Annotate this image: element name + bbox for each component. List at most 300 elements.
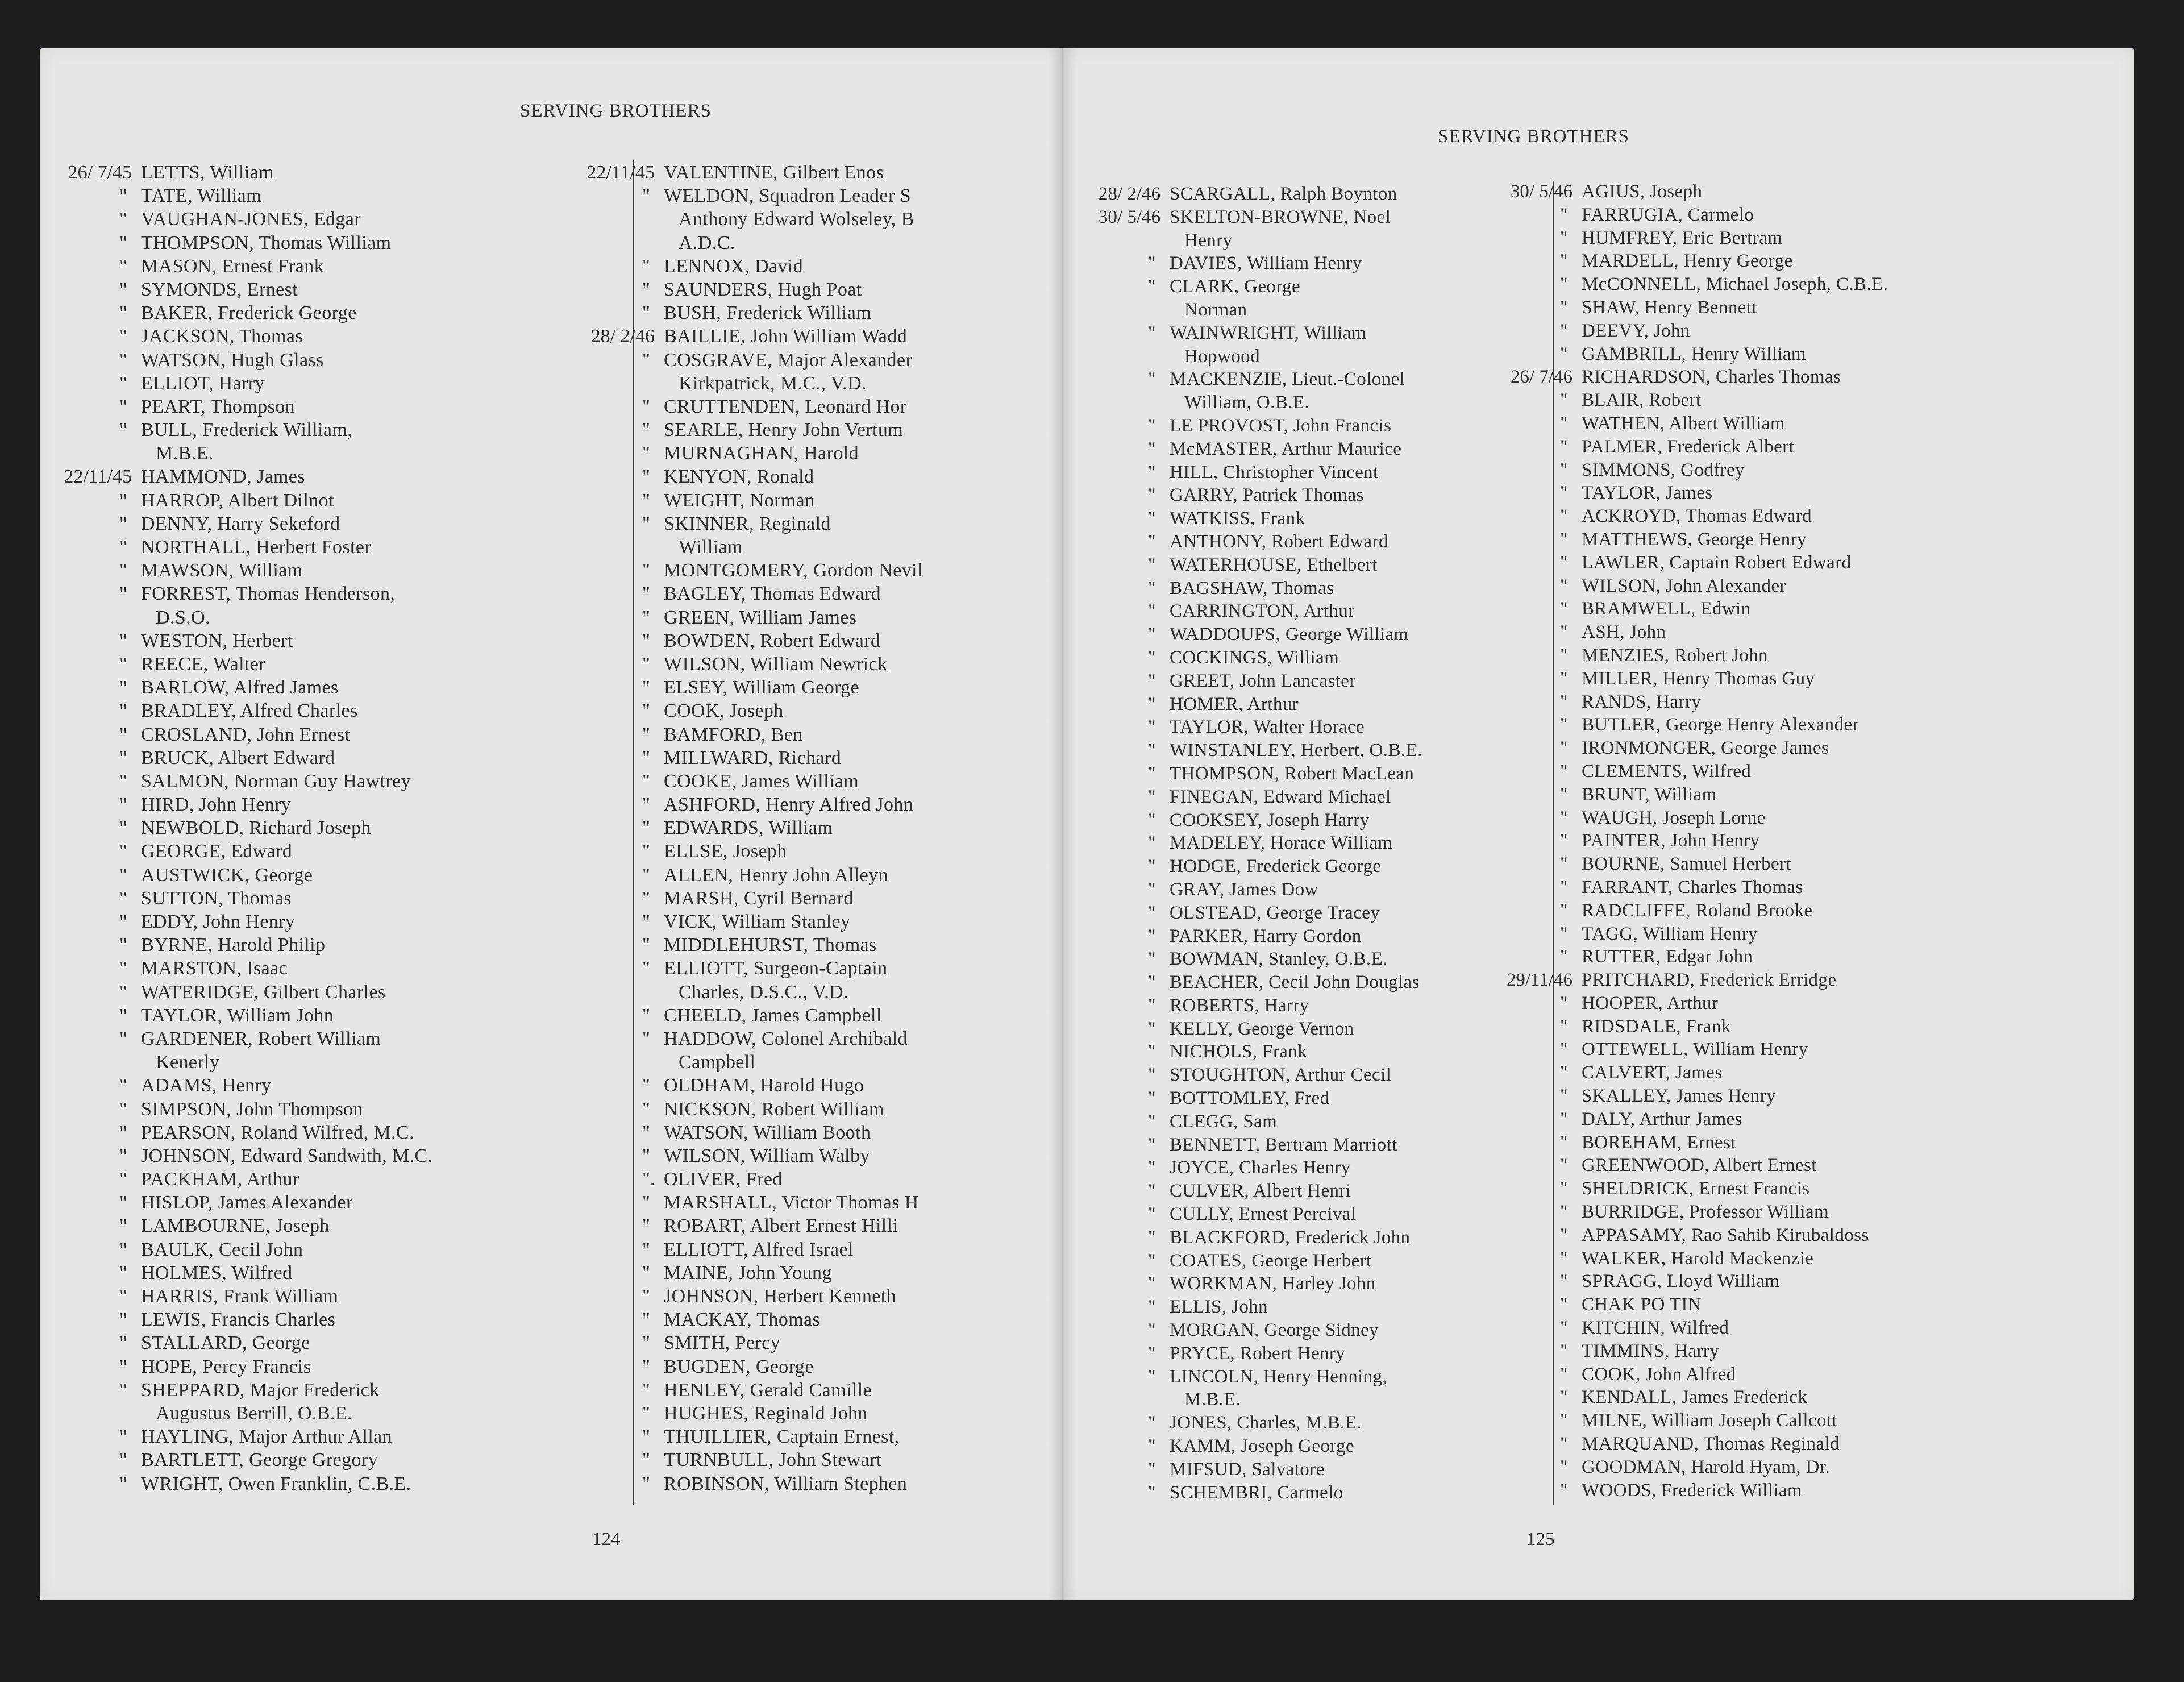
list-item xyxy=(1480,783,2134,807)
list-item xyxy=(40,161,619,184)
entry-name: LINCOLN, Henry Henning, xyxy=(1170,1366,1388,1387)
entry-date: " xyxy=(1148,833,1156,854)
list-item xyxy=(563,255,1063,278)
entry-name: DENNY, Harry Sekeford xyxy=(141,513,340,534)
entry-name: CARRINGTON, Arthur xyxy=(1170,601,1355,622)
entry-date: " xyxy=(1560,622,1568,643)
entry-name: HOLMES, Wilfred xyxy=(141,1262,293,1284)
entry-date: " xyxy=(642,1473,650,1494)
list-item xyxy=(40,606,619,629)
entry-date: " xyxy=(642,841,650,862)
entry-date: " xyxy=(1560,691,1568,712)
entry-date: " xyxy=(1148,647,1156,668)
list-item xyxy=(563,1285,1063,1308)
entry-date: " xyxy=(642,1332,650,1354)
list-item xyxy=(1480,829,2134,853)
entry-name: MARSH, Cyril Bernard xyxy=(664,887,854,909)
entry-date: " xyxy=(1560,1456,1568,1477)
entry-date: " xyxy=(1148,1181,1156,1202)
list-item xyxy=(40,863,619,887)
entry-name: KENDALL, James Frederick xyxy=(1582,1387,1808,1408)
list-item xyxy=(563,606,1063,629)
entry-name: WAINWRIGHT, William xyxy=(1170,322,1366,343)
entry-name: LENNOX, David xyxy=(664,255,804,277)
entry-date: " xyxy=(119,1473,127,1494)
entry-date: " xyxy=(119,958,127,979)
list-item xyxy=(1480,1386,2134,1409)
list-item xyxy=(1480,389,2134,412)
list-item xyxy=(563,1050,1063,1074)
entry-date: " xyxy=(119,1239,127,1260)
list-item xyxy=(563,325,1063,348)
entry-date: " xyxy=(1560,343,1568,364)
entry-date: " xyxy=(119,1262,127,1284)
list-item xyxy=(40,1378,619,1402)
page-heading-right: SERVING BROTHERS xyxy=(1438,126,1629,147)
list-item xyxy=(1480,1201,2134,1224)
entry-name: HISLOP, James Alexander xyxy=(141,1192,353,1214)
entry-name: WALKER, Harold Mackenzie xyxy=(1582,1248,1814,1269)
entry-date: " xyxy=(1148,1088,1156,1109)
entry-date: " xyxy=(642,560,650,582)
entry-date: 22/11/45 xyxy=(586,162,655,183)
entry-date: " xyxy=(642,1426,650,1448)
list-item xyxy=(40,1168,619,1191)
list-item xyxy=(40,629,619,653)
entry-date: " xyxy=(119,279,127,300)
entry-name: BAKER, Frederick George xyxy=(141,302,357,324)
entry-date: " xyxy=(1148,1157,1156,1178)
entry-date: " xyxy=(119,1309,127,1331)
entry-date: " xyxy=(1560,1224,1568,1245)
entry-date: " xyxy=(1148,1343,1156,1364)
entry-name: WAUGH, Joseph Lorne xyxy=(1582,807,1766,828)
entry-name: Kirkpatrick, M.C., V.D. xyxy=(679,372,867,394)
list-item xyxy=(1480,505,2134,528)
list-item xyxy=(1480,899,2134,923)
entry-date: " xyxy=(119,232,127,254)
entry-name: MENZIES, Robert John xyxy=(1582,645,1768,666)
entry-date: " xyxy=(642,185,650,207)
list-item xyxy=(40,395,619,418)
list-item xyxy=(1480,945,2134,969)
entry-date: " xyxy=(642,1450,650,1471)
entry-name: WINSTANLEY, Herbert, O.B.E. xyxy=(1170,740,1422,761)
entry-name: ELLIOTT, Alfred Israel xyxy=(664,1239,854,1260)
list-item xyxy=(40,1285,619,1308)
entry-name: WILSON, William Walby xyxy=(664,1145,870,1166)
entry-name: GRAY, James Dow xyxy=(1170,879,1318,900)
entry-name: DAVIES, William Henry xyxy=(1170,253,1362,274)
entry-date: " xyxy=(1148,1320,1156,1341)
entry-name: SHELDRICK, Ernest Francis xyxy=(1582,1178,1810,1199)
entry-date: " xyxy=(1148,717,1156,738)
entry-name: LAMBOURNE, Joseph xyxy=(141,1215,330,1237)
entry-date: " xyxy=(1560,1086,1568,1107)
list-item xyxy=(40,1448,619,1472)
entry-date: " xyxy=(642,887,650,909)
entry-name: VAUGHAN-JONES, Edgar xyxy=(141,209,361,230)
entry-date: " xyxy=(1148,1482,1156,1503)
entry-name: CROSLAND, John Ernest xyxy=(141,724,351,745)
entry-name: WOODS, Frederick William xyxy=(1582,1480,1803,1501)
page-heading-left: SERVING BROTHERS xyxy=(520,101,712,121)
entry-name: PRITCHARD, Frederick Erridge xyxy=(1582,970,1837,991)
list-item xyxy=(40,1098,619,1121)
entry-name: SKELTON-BROWNE, Noel xyxy=(1170,206,1391,227)
list-item xyxy=(563,559,1063,582)
list-item xyxy=(563,863,1063,887)
entry-name: VALENTINE, Gilbert Enos xyxy=(664,162,884,183)
entry-name: WRIGHT, Owen Franklin, C.B.E. xyxy=(141,1473,411,1494)
entry-date: " xyxy=(1148,902,1156,923)
list-item xyxy=(40,207,619,231)
entry-name: Anthony Edward Wolseley, B xyxy=(679,209,914,230)
entry-date: " xyxy=(119,1098,127,1120)
entry-name: JOYCE, Charles Henry xyxy=(1170,1157,1351,1178)
entry-name: GEORGE, Edward xyxy=(141,841,293,862)
entry-date: " xyxy=(119,560,127,582)
entry-date: " xyxy=(119,630,127,651)
entry-date: " xyxy=(119,1426,127,1448)
column-2 xyxy=(563,161,1063,1525)
entry-date: " xyxy=(642,1356,650,1377)
list-item xyxy=(1480,760,2134,783)
entry-date: " xyxy=(1560,1340,1568,1361)
list-item xyxy=(40,512,619,535)
entry-date: " xyxy=(1560,738,1568,759)
entry-date: " xyxy=(1560,1016,1568,1037)
list-item xyxy=(563,629,1063,653)
entry-date: " xyxy=(1148,276,1156,297)
page-number-right: 125 xyxy=(1526,1529,1555,1550)
entry-date: " xyxy=(642,489,650,511)
entry-date: " xyxy=(642,677,650,699)
entry-name: BOREHAM, Ernest xyxy=(1582,1132,1736,1153)
entry-name: TAYLOR, William John xyxy=(141,1004,334,1026)
list-item xyxy=(40,1144,619,1168)
list-item xyxy=(1480,853,2134,876)
entry-name: KENYON, Ronald xyxy=(664,466,814,488)
entry-name: SIMPSON, John Thompson xyxy=(141,1098,363,1120)
entry-date: " xyxy=(642,466,650,488)
entry-date: " xyxy=(1148,1459,1156,1480)
list-item xyxy=(40,1191,619,1214)
entry-date: " xyxy=(1560,297,1568,318)
entry-name: ASHFORD, Henry Alfred John xyxy=(664,794,914,816)
entry-date: " xyxy=(642,1286,650,1307)
list-item xyxy=(1480,1409,2134,1432)
list-item xyxy=(40,1027,619,1050)
entry-date: " xyxy=(1560,529,1568,550)
entry-date: " xyxy=(642,817,650,839)
entry-name: BURRIDGE, Professor William xyxy=(1582,1202,1829,1223)
entry-name: THUILLIER, Captain Ernest, xyxy=(664,1426,900,1448)
list-item xyxy=(563,231,1063,255)
entry-name: ROBART, Albert Ernest Hilli xyxy=(664,1215,898,1237)
list-item xyxy=(563,582,1063,605)
list-item xyxy=(40,418,619,442)
entry-name: PALMER, Frederick Albert xyxy=(1582,436,1795,457)
entry-date: " xyxy=(1560,1387,1568,1408)
entry-name: JOHNSON, Edward Sandwith, M.C. xyxy=(141,1145,433,1166)
entry-name: HOOPER, Arthur xyxy=(1582,992,1719,1014)
entry-date: " xyxy=(1560,552,1568,573)
entry-name: BOWDEN, Robert Edward xyxy=(664,630,881,651)
list-item xyxy=(40,489,619,512)
entry-date: " xyxy=(1560,1039,1568,1060)
list-item xyxy=(563,793,1063,816)
entry-name: SPRAGG, Lloyd William xyxy=(1582,1271,1780,1292)
entry-date: " xyxy=(1560,1132,1568,1153)
list-item xyxy=(1480,296,2134,319)
list-item xyxy=(1480,992,2134,1015)
entry-date: " xyxy=(1560,413,1568,434)
entry-name: BOWMAN, Stanley, O.B.E. xyxy=(1170,949,1388,970)
entry-name: BENNETT, Bertram Marriott xyxy=(1170,1134,1397,1155)
entry-name: MILNE, William Joseph Callcott xyxy=(1582,1410,1838,1431)
entry-date: " xyxy=(1148,1134,1156,1155)
list-item xyxy=(563,770,1063,793)
list-item xyxy=(1480,621,2134,644)
entry-date: " xyxy=(1560,1248,1568,1269)
list-item xyxy=(1480,1363,2134,1386)
list-item xyxy=(1480,737,2134,760)
entry-name: OLSTEAD, George Tracey xyxy=(1170,902,1380,923)
entry-name: CULLY, Ernest Percival xyxy=(1170,1204,1357,1225)
entry-date: " xyxy=(119,1332,127,1354)
entry-date: " xyxy=(1560,1294,1568,1315)
entry-date: " xyxy=(119,513,127,534)
entry-name: HOPE, Percy Francis xyxy=(141,1356,311,1377)
entry-date: " xyxy=(1560,854,1568,875)
entry-name: HAMMOND, James xyxy=(141,466,305,488)
list-item xyxy=(1480,366,2134,389)
list-item xyxy=(563,723,1063,746)
list-item xyxy=(563,887,1063,910)
entry-name: MILLWARD, Richard xyxy=(664,747,842,769)
entry-name: IRONMONGER, George James xyxy=(1582,738,1829,759)
entry-name: ACKROYD, Thomas Edward xyxy=(1582,506,1812,527)
list-item xyxy=(563,207,1063,231)
list-item xyxy=(40,1121,619,1144)
list-item xyxy=(40,184,619,207)
entry-date: " xyxy=(1148,462,1156,483)
entry-date: " xyxy=(1560,1480,1568,1501)
entry-date: " xyxy=(1148,531,1156,552)
entry-date: 26/ 7/45 xyxy=(68,162,132,183)
entry-name: KAMM, Joseph George xyxy=(1170,1436,1355,1457)
entry-name: NORTHALL, Herbert Foster xyxy=(141,537,372,558)
entry-date: " xyxy=(1148,786,1156,807)
entry-date: " xyxy=(119,1075,127,1097)
list-item xyxy=(1480,1224,2134,1247)
entry-date: " xyxy=(119,794,127,816)
entry-name: HIRD, John Henry xyxy=(141,794,292,816)
entry-name: A.D.C. xyxy=(679,232,735,254)
entry-name: MIDDLEHURST, Thomas xyxy=(664,935,877,956)
entry-name: TAYLOR, Walter Horace xyxy=(1170,717,1365,738)
list-item xyxy=(563,1168,1063,1191)
entry-name: HOMER, Arthur xyxy=(1170,693,1299,715)
entry-name: Henry xyxy=(1184,230,1233,251)
entry-name: TAGG, William Henry xyxy=(1582,923,1758,944)
entry-date: " xyxy=(119,1215,127,1237)
list-item xyxy=(563,489,1063,512)
list-item xyxy=(40,465,619,488)
entry-date: " xyxy=(1148,693,1156,715)
entry-date: " xyxy=(1560,830,1568,852)
entry-date: " xyxy=(642,1239,650,1260)
entry-date: " xyxy=(1560,807,1568,828)
list-item xyxy=(1480,1015,2134,1039)
entry-name: MAWSON, William xyxy=(141,560,303,582)
entry-date: " xyxy=(1148,438,1156,459)
entry-name: COATES, George Herbert xyxy=(1170,1250,1372,1271)
entry-name: COSGRAVE, Major Alexander xyxy=(664,349,913,371)
entry-date: " xyxy=(1148,763,1156,784)
entry-name: GREET, John Lancaster xyxy=(1170,670,1356,691)
list-item xyxy=(1480,250,2134,273)
entry-name: BLAIR, Robert xyxy=(1582,390,1702,411)
list-item xyxy=(563,1214,1063,1237)
entry-name: WELDON, Squadron Leader S xyxy=(664,185,911,207)
entry-date: " xyxy=(1560,575,1568,596)
list-item xyxy=(563,910,1063,933)
entry-date: " xyxy=(1560,204,1568,225)
list-item xyxy=(563,1448,1063,1472)
entry-name: WEIGHT, Norman xyxy=(664,489,815,511)
list-item xyxy=(1480,1154,2134,1177)
entry-date: " xyxy=(119,700,127,722)
list-item xyxy=(1480,1270,2134,1293)
entry-name: CLEGG, Sam xyxy=(1170,1111,1278,1132)
entry-name: BRUCK, Albert Edward xyxy=(141,747,335,769)
entry-date: " xyxy=(1148,369,1156,390)
entry-name: MADELEY, Horace William xyxy=(1170,833,1393,854)
entry-date: " xyxy=(642,864,650,886)
entry-name: CRUTTENDEN, Leonard Hor xyxy=(664,396,907,417)
list-item xyxy=(563,1472,1063,1496)
entry-name: JONES, Charles, M.B.E. xyxy=(1170,1413,1362,1434)
entry-name: ELLIOTT, Surgeon-Captain xyxy=(664,958,888,979)
entry-name: TATE, William xyxy=(141,185,262,207)
entry-date: " xyxy=(119,185,127,207)
entry-name: MAINE, John Young xyxy=(664,1262,832,1284)
list-item xyxy=(40,1331,619,1355)
entry-name: PRYCE, Robert Henry xyxy=(1170,1343,1346,1364)
list-item xyxy=(40,793,619,816)
list-item xyxy=(563,653,1063,676)
entry-date: " xyxy=(1148,1366,1156,1387)
entry-name: APPASAMY, Rao Sahib Kirubaldoss xyxy=(1582,1224,1869,1245)
list-item xyxy=(1480,273,2134,296)
list-item xyxy=(40,981,619,1004)
list-item xyxy=(563,981,1063,1004)
entry-date: " xyxy=(1560,1410,1568,1431)
entry-name: Norman xyxy=(1184,299,1247,320)
list-item xyxy=(1480,343,2134,366)
entry-date: " xyxy=(1560,946,1568,967)
entry-name: WATSON, William Booth xyxy=(664,1122,871,1143)
entry-date: " xyxy=(1148,972,1156,993)
entry-date: " xyxy=(1560,274,1568,295)
entry-date: " xyxy=(642,630,650,651)
entry-name: PEARSON, Roland Wilfred, M.C. xyxy=(141,1122,414,1143)
entry-date: " xyxy=(1560,1271,1568,1292)
entry-name: LE PROVOST, John Francis xyxy=(1170,415,1392,436)
entry-date: " xyxy=(642,724,650,745)
entry-date: " xyxy=(1560,506,1568,527)
entry-date: " xyxy=(119,1450,127,1471)
entry-date: " xyxy=(1560,1178,1568,1199)
entry-date: 22/11/45 xyxy=(64,466,132,488)
entry-name: M.B.E. xyxy=(1184,1389,1241,1410)
list-item xyxy=(40,348,619,372)
entry-name: COCKINGS, William xyxy=(1170,647,1339,668)
entry-name: WATHEN, Albert William xyxy=(1582,413,1785,434)
list-item xyxy=(563,301,1063,325)
entry-date: " xyxy=(1148,1297,1156,1318)
entry-date: 30/ 5/46 xyxy=(1098,206,1160,227)
entry-date: " xyxy=(1148,508,1156,529)
list-item xyxy=(563,1144,1063,1168)
entry-name: GAMBRILL, Henry William xyxy=(1582,343,1806,364)
entry-date: " xyxy=(1148,670,1156,691)
list-item xyxy=(40,1004,619,1027)
list-item xyxy=(1480,1316,2134,1340)
entry-date: 28/ 2/46 xyxy=(590,326,655,347)
entry-name: SUTTON, Thomas xyxy=(141,887,292,909)
list-item xyxy=(1480,1479,2134,1502)
list-item xyxy=(40,278,619,301)
entry-date: " xyxy=(119,1192,127,1214)
entry-date: " xyxy=(1148,578,1156,599)
entry-name: BUTLER, George Henry Alexander xyxy=(1582,715,1859,736)
entry-date: " xyxy=(1560,1318,1568,1339)
column-4 xyxy=(1480,180,2134,1544)
entry-name: ALLEN, Henry John Alleyn xyxy=(664,864,888,886)
entry-name: MACKENZIE, Lieut.-Colonel xyxy=(1170,369,1405,390)
entry-name: STALLARD, George xyxy=(141,1332,310,1354)
list-item xyxy=(40,325,619,348)
entry-name: ASH, John xyxy=(1582,622,1666,643)
entry-name: HARROP, Albert Dilnot xyxy=(141,489,334,511)
list-item xyxy=(40,535,619,559)
entry-date: " xyxy=(119,911,127,932)
list-item xyxy=(1480,969,2134,992)
entry-date: " xyxy=(642,349,650,371)
list-item xyxy=(1480,1131,2134,1154)
entry-name: ELLSE, Joseph xyxy=(664,841,787,862)
entry-date: " xyxy=(119,1169,127,1190)
entry-name: TAYLOR, James xyxy=(1582,483,1713,504)
list-item xyxy=(563,1098,1063,1121)
entry-date: " xyxy=(1148,322,1156,343)
entry-name: MASON, Ernest Frank xyxy=(141,255,325,277)
entry-date: 26/ 7/46 xyxy=(1510,367,1573,388)
entry-name: FINEGAN, Edward Michael xyxy=(1170,786,1391,807)
list-item xyxy=(40,1308,619,1331)
list-item xyxy=(1480,1456,2134,1479)
list-item xyxy=(563,699,1063,722)
entry-name: ADAMS, Henry xyxy=(141,1075,272,1097)
entry-name: SALMON, Norman Guy Hawtrey xyxy=(141,770,411,792)
entry-name: BRADLEY, Alfred Charles xyxy=(141,700,358,722)
entry-date: " xyxy=(642,935,650,956)
entry-name: SYMONDS, Ernest xyxy=(141,279,298,300)
entry-date: " xyxy=(119,770,127,792)
